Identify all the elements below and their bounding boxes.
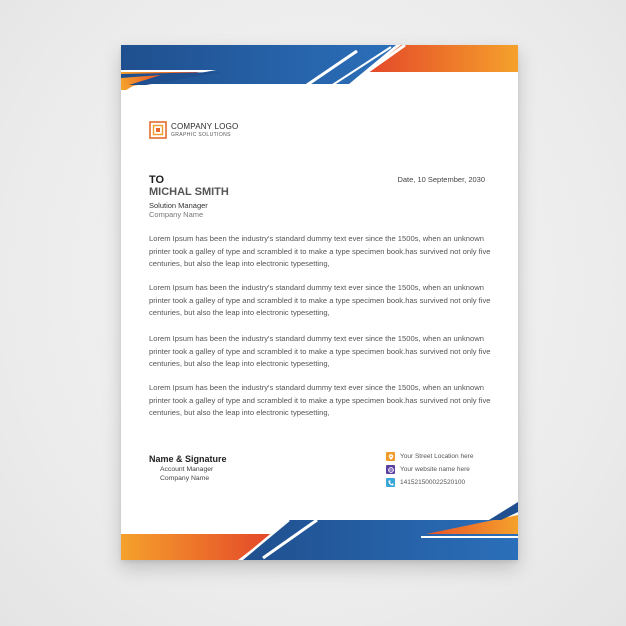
contact-phone — [386, 478, 516, 488]
recipient-company: Company Name — [149, 210, 204, 219]
contact-address — [386, 452, 516, 462]
recipient-title: Solution Manager — [149, 201, 208, 210]
signature-title: Name & Signature — [149, 454, 227, 464]
globe-icon — [386, 465, 395, 474]
contact-phone-text: 14152150002252010​0 — [400, 479, 466, 486]
signature-role: Account Manager — [160, 466, 214, 473]
to-label: TO — [149, 174, 165, 186]
location-pin-icon — [386, 452, 395, 461]
body-paragraph-2: Lorem Ipsum has been the industry's standard dummy text ever since the 1500s, when an unknown printer took a galley of type and scrambled it to make a type specimen book.has survived not only five centuries, but also the leap into electronic typesetting, — [149, 283, 491, 318]
company-logo-name: COMPANY LOGO — [171, 122, 239, 131]
contact-address-text: Your Street Location here — [400, 453, 474, 460]
body-paragraph-1: Lorem Ipsum has been the industry's standard dummy text ever since the 1500s, when an unknown printer took a galley of type and scrambled it to make a type specimen book.has survived not only five centuries, but also the leap into electronic typesetting, — [149, 234, 491, 269]
footer-decoration — [121, 498, 518, 560]
letter-date: Date, 10 September, 2030 — [397, 175, 485, 184]
recipient-name: MICHAL SMITH — [149, 186, 229, 198]
body-paragraph-3: Lorem Ipsum has been the industry's standard dummy text ever since the 1500s, when an unknown printer took a galley of type and scrambled it to make a type specimen book.has survived not only five centuries, but also the leap into electronic typesetting, — [149, 334, 491, 369]
company-tagline: GRAPHIC SOLUTIONS — [171, 132, 231, 138]
signature-company: Company Name — [160, 475, 210, 482]
phone-icon — [386, 478, 395, 487]
company-logo — [149, 121, 269, 143]
contact-website — [386, 465, 516, 475]
logo-square-icon — [149, 121, 167, 139]
letterhead-sheet — [121, 45, 518, 560]
header-decoration — [121, 45, 518, 90]
contact-website-text: Your website name here — [400, 466, 470, 473]
body-paragraph-4: Lorem Ipsum has been the industry's standard dummy text ever since the 1500s, when an unknown printer took a galley of type and scrambled it to make a type specimen book.has survived not only five centuries, but also the leap into electronic typesetting, — [149, 383, 491, 418]
